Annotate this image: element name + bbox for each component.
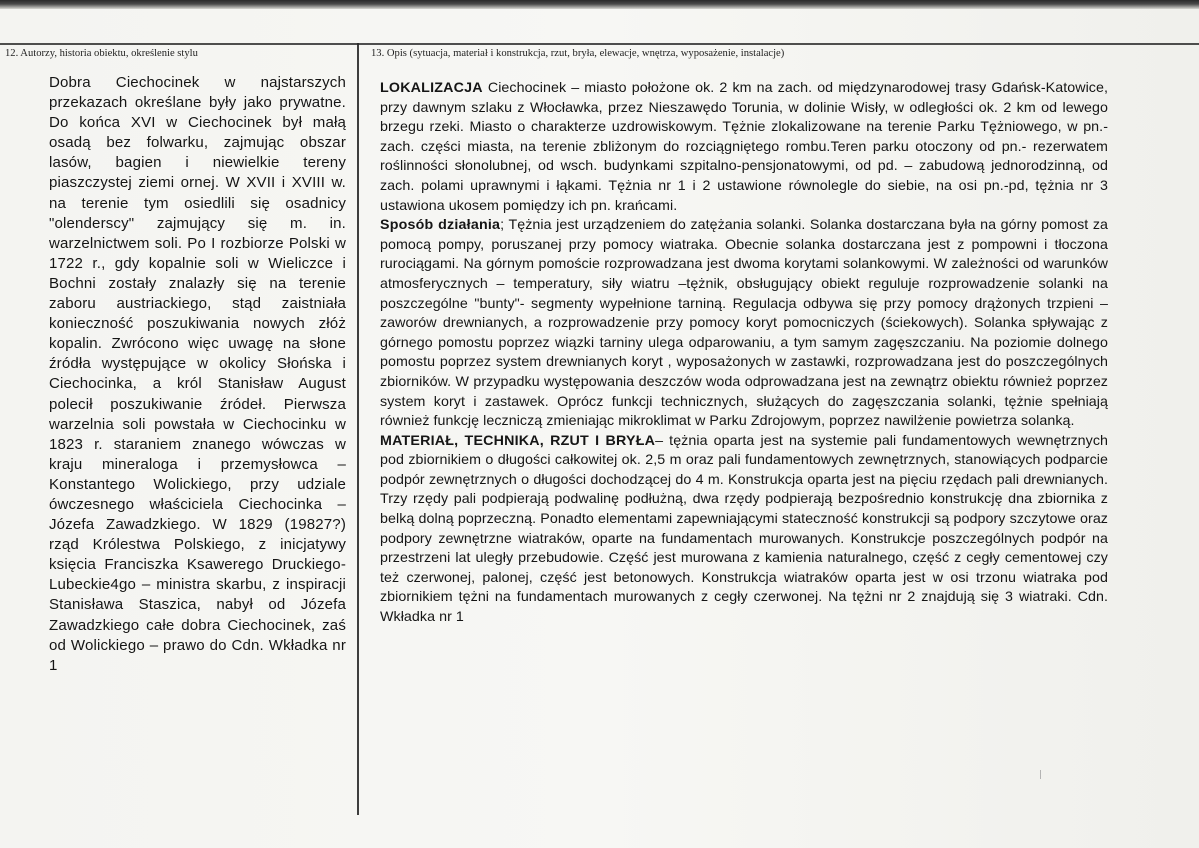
material-text: – tężnia oparta jest na systemie pali fundamentowych wewnętrznych pod zbiornikiem o długości całkowitej ok. 2,5 m oraz pali fundamentowych zewnętrznych, stanowiących podparcie podpór zewnętrznych o długości dochodzącej do 4 m. Konstrukcja oparta jest na pięciu rzędach pali drewnianych. Trzy rzędy pali podpierają podwalinę podłużną, dwa rzędy podpierają bezpośrednio konstrukcję dna zbiornika z belką dolną poprzeczną. Ponadto elementami zapewniającymi stateczność konstrukcji są podpory szczytowe oraz podpory zewnętrzne wiatraków, oparte na fundamentach murowanych. Konstrukcje poszczególnych podpór na przestrzeni lat uległy przebudowie. Część jest murowana z kamienia naturalnego, część z cegły cementowej czy też czerwonej, palonej, część jest betonowych. Konstrukcja wiatraków oparta jest w osi trzonu wiatraka pod zbiornikiem tężni na fundamentach murowanych z cegły czerwonej. Na tężni nr 2 znajdują się 3 wiatraki. Cdn. Wkładka nr 1 — [380, 432, 1109, 626]
history-paragraph: Dobra Ciechocinek w najstarszych przekazach określane były jako prywatne. Do końca XVI w Ciechocinek był małą osadą bez folwarku, zajmując obszar lasów, bagien i niewielkie tereny piaszczystej ziemi ornej. W XVII i XVIII w. na terenie tym osiedlili się osadnicy "olenderscy" zajmujący się m. in. warzelnictwem soli. Po I rozbiorze Polski w 1722 r., gdy kopalnie soli w Wieliczce i Bochni zostały znalazły się na terenie zaboru austriackiego, stąd zaistniała konieczność poszukiwania nowych złóż kopalin. Zwrócono więc uwagę na słone źródła występujące w okolicy Słońska i Ciechocinka, a król Stanisław August polecił poszukiwanie źródeł. Pierwsza warzelnia soli powstała w Ciechocinku w 1823 r. staraniem znanego wówczas w kraju mineraloga i przemysłowca – Konstantego Wolickiego, przy udziale ówczesnego właściciela Ciechocinka – Józefa Zawadzkiego. W 1829 (19827?) rząd Królestwa Polskiego, z inicjatywy księcia Franciszka Ksawerego Druckiego-Lubeckie4go – ministra skarbu, z inspiracji Stanisława Staszica, nabył od Józefa Zawadzkiego całe dobra Ciechocinek, zaś od Wolickiego – prawo do Cdn. Wkładka nr 1 — [49, 74, 346, 674]
description-text-column — [380, 79, 1108, 628]
sposob-dzialania-paragraph — [380, 216, 1108, 432]
column-divider — [357, 43, 359, 815]
material-heading: MATERIAŁ, TECHNIKA, RZUT I BRYŁA — [380, 432, 656, 449]
section-13-header: 13. Opis (sytuacja, materiał i konstrukcja, rzut, bryła, elewacje, wnętrza, wyposażenie, instalacje) — [371, 48, 785, 59]
sposob-dzialania-text: ; Tężnia jest urządzeniem do zatężania solanki. Solanka dostarczana była na górny pomost za pomocą pompy, poruszanej przy pomocy wiatraka. Obecnie solanka dostarczana jest z pompowni i tłoczona rurociągami. Na górnym pomoście rozprowadzana jest dwoma korytami solankowymi. W zależności od warunków atmosferycznych – temperatury, siły wiatru –tężnik, obsługujący obiekt reguluje rozprowadzenie solanki na poszczególne "bunty"- segmenty wypełnione tarniną. Regulacja odbywa się przy pomocy drążonych trzpieni – zaworów drewnianych, a rozprowadzenie przy pomocy koryt pomocniczych (ściekowych). Solanka spływając z górnego pomostu poprzez wiązki tarniny ulega odparowaniu, a tym samym zagęszczaniu. Na poziomie dolnego pomostu poprzez system drewnianych koryt , wyposażonych w zastawki, rozprowadzana jest do poszczególnych zbiorników. W przypadku występowania deszczów woda odprowadzana jest na zewnątrz obiektu również poprzez system koryt i zastawek. Oprócz funkcji technicznych, służących do zagęszczania solanki, tężnie spełniają również funkcję leczniczą zmieniając mikroklimat w Parku Zdrojowym, poprzez nawilżenie powietrza solanką. — [380, 217, 1109, 430]
scan-speck — [1040, 770, 1041, 779]
scan-top-edge — [0, 0, 1199, 9]
history-text-column — [49, 73, 346, 676]
form-top-border — [0, 43, 1199, 45]
lokalizacja-text: Ciechocinek – miasto położone ok. 2 km na zach. od międzynarodowej trasy Gdańsk-Katowice, przy dawnym szlaku z Włocławka, przez Nieszawędo Torunia, w dolinie Wisły, w odległości ok. 2 km od lewego brzegu rzeki. Miasto o charakterze uzdrowiskowym. Tężnie zlokalizowane na terenie Parku Tężniowego, w pn.-zach. części miasta, na terenie zbliżonym do rozciągniętego rombu.Teren parku otoczony od pn.- rezerwatem roślinności słonolubnej, od wsch. budynkami szpitalno-pensjonatowymi, od pd. – zabudową jednorodzinną, od zach. polami uprawnymi i łąkami. Tężnia nr 1 i 2 ustawione równolegle do siebie, na osi pn.-pd, tężnia nr 3 ustawiona ukosem pomiędzy ich pn. krańcami. — [380, 80, 1108, 214]
lokalizacja-paragraph — [380, 79, 1108, 216]
lokalizacja-heading: LOKALIZACJA — [380, 80, 483, 96]
section-12-header: 12. Autorzy, historia obiektu, określenie stylu — [5, 48, 198, 59]
material-paragraph — [380, 432, 1108, 628]
sposob-dzialania-heading: Sposób działania — [380, 217, 501, 234]
